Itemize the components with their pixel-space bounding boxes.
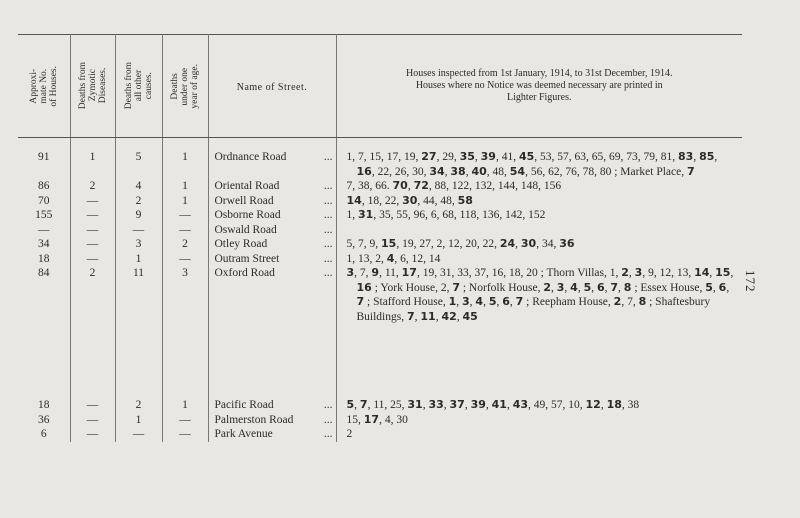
house-number-text: 2 — [346, 428, 353, 440]
house-number-notice: 36 — [559, 237, 575, 250]
spacer-cell — [18, 324, 70, 398]
house-number-notice: 2 — [621, 266, 629, 279]
leader-dots: ... — [323, 267, 333, 279]
house-number-text: ; Stafford House, — [364, 296, 449, 308]
street-name: Oxford Road — [214, 267, 275, 279]
house-number-text: , — [628, 267, 635, 279]
cell-under-one: 3 — [162, 266, 208, 324]
spacer-cell — [208, 324, 336, 398]
house-number-text: , — [469, 296, 476, 308]
house-number-notice: 41 — [491, 398, 507, 411]
house-number-text: , — [407, 180, 414, 192]
house-number-text: , — [435, 310, 442, 323]
leader-dots: ... — [323, 180, 333, 192]
cell-houses: 155 — [18, 208, 70, 223]
cell-street — [208, 223, 336, 238]
cell-other-causes: 1 — [115, 413, 162, 428]
house-number-text: ; Essex House, — [631, 281, 706, 294]
house-number-text: , — [604, 281, 611, 294]
house-number-notice: 4 — [570, 280, 578, 294]
house-number-text: , — [714, 151, 718, 163]
house-number-text: , 22, 26, 30, — [371, 165, 430, 178]
table-row — [18, 208, 742, 223]
header-other-causes: Deaths from all other causes. — [115, 35, 162, 138]
house-numbers — [347, 413, 739, 428]
house-number-text: , — [444, 165, 451, 178]
cell-other-causes: 9 — [115, 208, 162, 223]
house-number-text: , 11, 25, — [367, 399, 408, 411]
house-number-notice: 7 — [359, 398, 368, 411]
house-number-notice: 72 — [413, 179, 429, 192]
leader-dots: ... — [323, 399, 333, 411]
street-name: Oriental Road — [214, 180, 280, 192]
house-number-text: , — [422, 399, 429, 411]
cell-street — [208, 266, 336, 324]
house-number-text: , — [456, 310, 463, 323]
house-number-text: , — [709, 267, 716, 279]
house-numbers — [347, 237, 739, 252]
house-number-text: , — [483, 296, 489, 308]
header-houses-inspected: Houses inspected from 1st January, 1914, to 31st December, 1914. Houses where no Notice was deemed necessary are printed in Lighter Figures. — [336, 35, 742, 138]
cell-zymotic: — — [70, 223, 115, 238]
cell-house-numbers — [336, 194, 742, 209]
cell-houses: 18 — [18, 398, 70, 413]
house-number-notice: 5 — [488, 295, 497, 308]
house-number-notice: 34 — [429, 164, 445, 178]
house-number-text: , 88, 122, 132, 144, 148, 156 — [428, 180, 562, 192]
house-number-notice: 6 — [718, 280, 727, 294]
cell-zymotic: — — [70, 427, 115, 442]
cell-houses: 70 — [18, 194, 70, 209]
cell-under-one: — — [162, 413, 208, 428]
house-numbers — [347, 266, 739, 324]
table-row — [18, 237, 742, 252]
header-row — [18, 35, 742, 138]
house-number-notice: 15 — [715, 266, 731, 279]
house-number-notice: 14 — [346, 193, 362, 207]
house-number-text: , — [485, 399, 492, 411]
house-number-notice: 35 — [459, 150, 475, 163]
house-number-notice: 12 — [585, 398, 601, 411]
cell-zymotic: 2 — [70, 179, 115, 194]
cell-street — [208, 413, 336, 428]
house-number-notice: 24 — [499, 237, 516, 250]
house-number-notice: 2 — [543, 280, 552, 294]
cell-houses: 91 — [18, 138, 70, 180]
header-under-one: Deaths under one year of age. — [162, 35, 208, 138]
streets-table — [18, 34, 742, 442]
house-number-notice: 4 — [475, 295, 484, 308]
cell-under-one: — — [162, 223, 208, 238]
house-number-text: 15, — [346, 413, 364, 426]
house-number-text: , 9, 12, 13, — [642, 267, 695, 279]
spacer-cell — [115, 324, 162, 398]
house-number-text: , — [515, 238, 521, 250]
house-numbers — [347, 179, 739, 194]
house-number-notice: 15 — [381, 237, 397, 250]
table-row — [18, 427, 742, 442]
house-number-notice: 7 — [356, 295, 365, 308]
spacer-cell — [336, 324, 742, 398]
cell-street — [208, 179, 336, 194]
house-number-text: , 18, 22, — [361, 194, 403, 207]
leader-dots: ... — [323, 223, 333, 236]
house-number-text: 5, 7, 9, — [346, 238, 381, 250]
cell-other-causes: — — [115, 427, 162, 442]
cell-houses: 86 — [18, 179, 70, 194]
cell-other-causes: 5 — [115, 138, 162, 180]
cell-houses: 6 — [18, 427, 70, 442]
cell-house-numbers — [336, 266, 742, 324]
house-number-notice: 33 — [428, 398, 444, 411]
house-number-text: , — [693, 151, 700, 163]
cell-other-causes: 2 — [115, 398, 162, 413]
cell-street — [208, 208, 336, 223]
house-number-text: , 53, 57, 63, 65, 69, 73, 79, 81, — [534, 151, 678, 163]
header-zymotic: Deaths from Zymotic Diseases. — [70, 35, 115, 138]
cell-zymotic: — — [70, 413, 115, 428]
cell-under-one: 1 — [162, 398, 208, 413]
house-number-notice: 39 — [470, 398, 486, 411]
cell-under-one: 1 — [162, 179, 208, 194]
house-number-text: ; Reepham House, — [523, 296, 614, 308]
house-number-text: , — [712, 281, 719, 294]
house-number-notice: 42 — [441, 309, 457, 323]
house-number-text: , 7, — [621, 296, 639, 308]
house-numbers — [347, 208, 739, 223]
house-number-notice: 45 — [462, 309, 478, 323]
house-number-notice: 9 — [371, 266, 380, 279]
house-number-notice: 38 — [450, 164, 466, 178]
house-number-text: , — [600, 399, 607, 411]
leader-dots: ... — [323, 252, 333, 265]
house-numbers — [347, 194, 739, 209]
cell-house-numbers — [336, 427, 742, 442]
cell-house-numbers — [336, 398, 742, 413]
house-number-notice: 43 — [512, 398, 529, 411]
house-number-notice: 17 — [401, 266, 417, 279]
house-number-notice: 31 — [358, 208, 374, 221]
house-number-notice: 3 — [556, 280, 565, 294]
cell-zymotic: 2 — [70, 266, 115, 324]
street-name: Otley Road — [214, 238, 268, 250]
house-number-notice: 18 — [606, 398, 622, 411]
street-name: Park Avenue — [214, 428, 273, 440]
cell-other-causes: 4 — [115, 179, 162, 194]
table-row — [18, 223, 742, 238]
house-number-notice: 39 — [480, 150, 496, 163]
house-number-notice: 8 — [638, 295, 647, 308]
house-number-notice: 58 — [457, 193, 473, 207]
cell-under-one: — — [162, 427, 208, 442]
cell-other-causes: 11 — [115, 266, 162, 324]
house-number-notice: 6 — [502, 295, 510, 308]
cell-houses: 18 — [18, 252, 70, 267]
house-number-text: , — [465, 165, 472, 178]
house-number-text: , — [509, 296, 516, 308]
house-number-text: , 34, — [536, 238, 560, 250]
house-number-text: , 19, 31, 33, 37, 16, 18, 20 ; Thorn Villas, 1, — [416, 267, 622, 279]
house-number-text: , — [551, 281, 557, 294]
leader-dots: ... — [323, 151, 333, 163]
house-number-text: ; York House, 2, — [371, 281, 453, 294]
house-number-notice: 6 — [596, 280, 605, 294]
house-number-notice: 4 — [386, 251, 395, 265]
house-number-notice: 85 — [699, 150, 715, 163]
house-number-text: , — [730, 267, 734, 279]
house-number-text: , — [474, 151, 481, 163]
cell-other-causes: 3 — [115, 237, 162, 252]
house-numbers — [347, 252, 739, 267]
page-number: 172 — [743, 270, 758, 293]
cell-under-one: 1 — [162, 138, 208, 180]
house-number-notice: 45 — [518, 150, 535, 163]
house-number-text: ; Shaftesbury Buildings, — [356, 296, 711, 323]
house-number-text: 1, — [346, 209, 358, 221]
house-number-text: , 35, 55, 96, 6, 68, 118, 136, 142, 152 — [373, 209, 546, 221]
house-number-text: , 56, 62, 76, 78, 80 ; Market Place, — [525, 165, 687, 178]
cell-street — [208, 252, 336, 267]
house-number-text: , — [456, 296, 462, 308]
cell-houses: 36 — [18, 413, 70, 428]
leader-dots: ... — [323, 428, 333, 440]
street-name: Osborne Road — [214, 209, 281, 221]
cell-house-numbers — [336, 138, 742, 180]
house-number-notice: 30 — [520, 237, 537, 250]
spacer-cell — [70, 324, 115, 398]
table-row — [18, 266, 742, 324]
street-name: Outram Street — [214, 252, 280, 265]
cell-street — [208, 427, 336, 442]
table-row — [18, 194, 742, 209]
street-name: Oswald Road — [214, 223, 277, 236]
cell-zymotic: — — [70, 237, 115, 252]
house-number-text: 1, 13, 2, — [346, 252, 387, 265]
cell-other-causes: 2 — [115, 194, 162, 209]
cell-under-one: 2 — [162, 237, 208, 252]
cell-house-numbers — [336, 208, 742, 223]
house-number-text: , 4, 30 — [379, 413, 408, 426]
house-numbers — [347, 150, 739, 179]
cell-houses: 34 — [18, 237, 70, 252]
house-number-text: , — [464, 399, 471, 411]
house-number-notice: 16 — [356, 164, 372, 178]
house-number-notice: 16 — [356, 280, 372, 294]
table-row — [18, 413, 742, 428]
house-number-notice: 37 — [449, 398, 465, 411]
house-number-notice: 14 — [694, 266, 710, 279]
house-number-text: , 7, — [354, 267, 372, 279]
house-numbers — [347, 427, 739, 442]
house-number-notice: 40 — [471, 164, 487, 178]
house-number-text: , — [506, 399, 513, 411]
cell-street — [208, 138, 336, 180]
house-number-text: , 19, 27, 2, 12, 20, 22, — [396, 238, 500, 250]
house-number-text: , 29, — [436, 151, 460, 163]
cell-house-numbers — [336, 413, 742, 428]
cell-zymotic: — — [70, 252, 115, 267]
cell-zymotic: — — [70, 208, 115, 223]
house-number-notice: 5 — [705, 280, 713, 294]
house-number-text: , 11, — [379, 267, 402, 279]
house-number-notice: 7 — [610, 280, 619, 294]
house-number-text: , — [577, 281, 584, 294]
cell-under-one: — — [162, 208, 208, 223]
house-number-text: , — [591, 281, 597, 294]
house-number-text: , 49, 57, 10, — [528, 399, 586, 411]
table-row — [18, 252, 742, 267]
house-number-notice: 1 — [448, 295, 457, 308]
header-houses: Approxi- mate No. of Houses. — [18, 35, 70, 138]
house-numbers — [347, 398, 739, 413]
house-number-notice: 3 — [462, 295, 470, 308]
house-number-notice: 2 — [613, 295, 622, 308]
header-street: Name of Street. — [208, 35, 336, 138]
house-number-text: , 48, — [486, 165, 510, 178]
house-number-notice: 7 — [452, 280, 460, 294]
house-number-text: , 44, 48, — [417, 194, 458, 207]
cell-street — [208, 237, 336, 252]
street-name: Ordnance Road — [214, 151, 287, 163]
house-number-text: , — [414, 310, 421, 323]
house-number-notice: 11 — [420, 309, 436, 323]
cell-house-numbers — [336, 179, 742, 194]
house-number-notice: 17 — [363, 412, 380, 426]
house-number-notice: 54 — [509, 164, 526, 178]
house-number-text: , — [496, 296, 503, 308]
house-number-text: , 41, — [495, 151, 519, 163]
house-number-notice: 7 — [406, 309, 415, 323]
table-row — [18, 138, 742, 180]
cell-zymotic: 1 — [70, 138, 115, 180]
street-name: Palmerston Road — [214, 413, 294, 426]
house-number-text: , — [564, 281, 571, 294]
house-number-text: 1, 7, 15, 17, 19, — [346, 151, 422, 163]
house-number-text: , — [443, 399, 450, 411]
street-name: Orwell Road — [214, 194, 274, 207]
table-row — [18, 398, 742, 413]
house-number-notice: 83 — [678, 150, 694, 163]
leader-dots: ... — [323, 194, 333, 207]
cell-street — [208, 194, 336, 209]
house-number-notice: 7 — [687, 164, 695, 178]
cell-house-numbers — [336, 237, 742, 252]
house-number-text: , 38 — [621, 399, 640, 411]
house-number-notice: 31 — [407, 398, 423, 411]
cell-zymotic: — — [70, 194, 115, 209]
cell-house-numbers — [336, 252, 742, 267]
cell-other-causes: 1 — [115, 252, 162, 267]
cell-houses: — — [18, 223, 70, 238]
house-number-notice: 5 — [346, 398, 355, 411]
house-number-text: ; Norfolk House, — [459, 281, 544, 294]
house-number-notice: 3 — [346, 266, 355, 279]
spacer-row — [18, 324, 742, 398]
house-number-text: , — [618, 281, 624, 294]
leader-dots: ... — [323, 238, 333, 250]
leader-dots: ... — [323, 209, 333, 221]
house-number-text: , — [354, 399, 360, 411]
house-number-notice: 70 — [392, 179, 408, 192]
house-number-notice: 7 — [515, 295, 524, 308]
house-number-notice: 5 — [583, 280, 592, 294]
table-row — [18, 179, 742, 194]
leader-dots: ... — [323, 413, 333, 426]
cell-other-causes: — — [115, 223, 162, 238]
house-number-notice: 3 — [634, 266, 643, 279]
house-number-text: , — [726, 281, 730, 294]
street-name: Pacific Road — [214, 399, 274, 411]
cell-under-one: 1 — [162, 194, 208, 209]
house-number-notice: 8 — [623, 280, 632, 294]
house-number-text: 7, 38, 66. — [346, 180, 393, 192]
spacer-cell — [162, 324, 208, 398]
cell-house-numbers — [336, 223, 742, 238]
cell-under-one: — — [162, 252, 208, 267]
cell-zymotic: — — [70, 398, 115, 413]
cell-street — [208, 398, 336, 413]
cell-houses: 84 — [18, 266, 70, 324]
house-number-notice: 27 — [421, 150, 437, 163]
house-number-text: , 6, 12, 14 — [394, 252, 441, 265]
house-number-notice: 30 — [402, 193, 418, 207]
